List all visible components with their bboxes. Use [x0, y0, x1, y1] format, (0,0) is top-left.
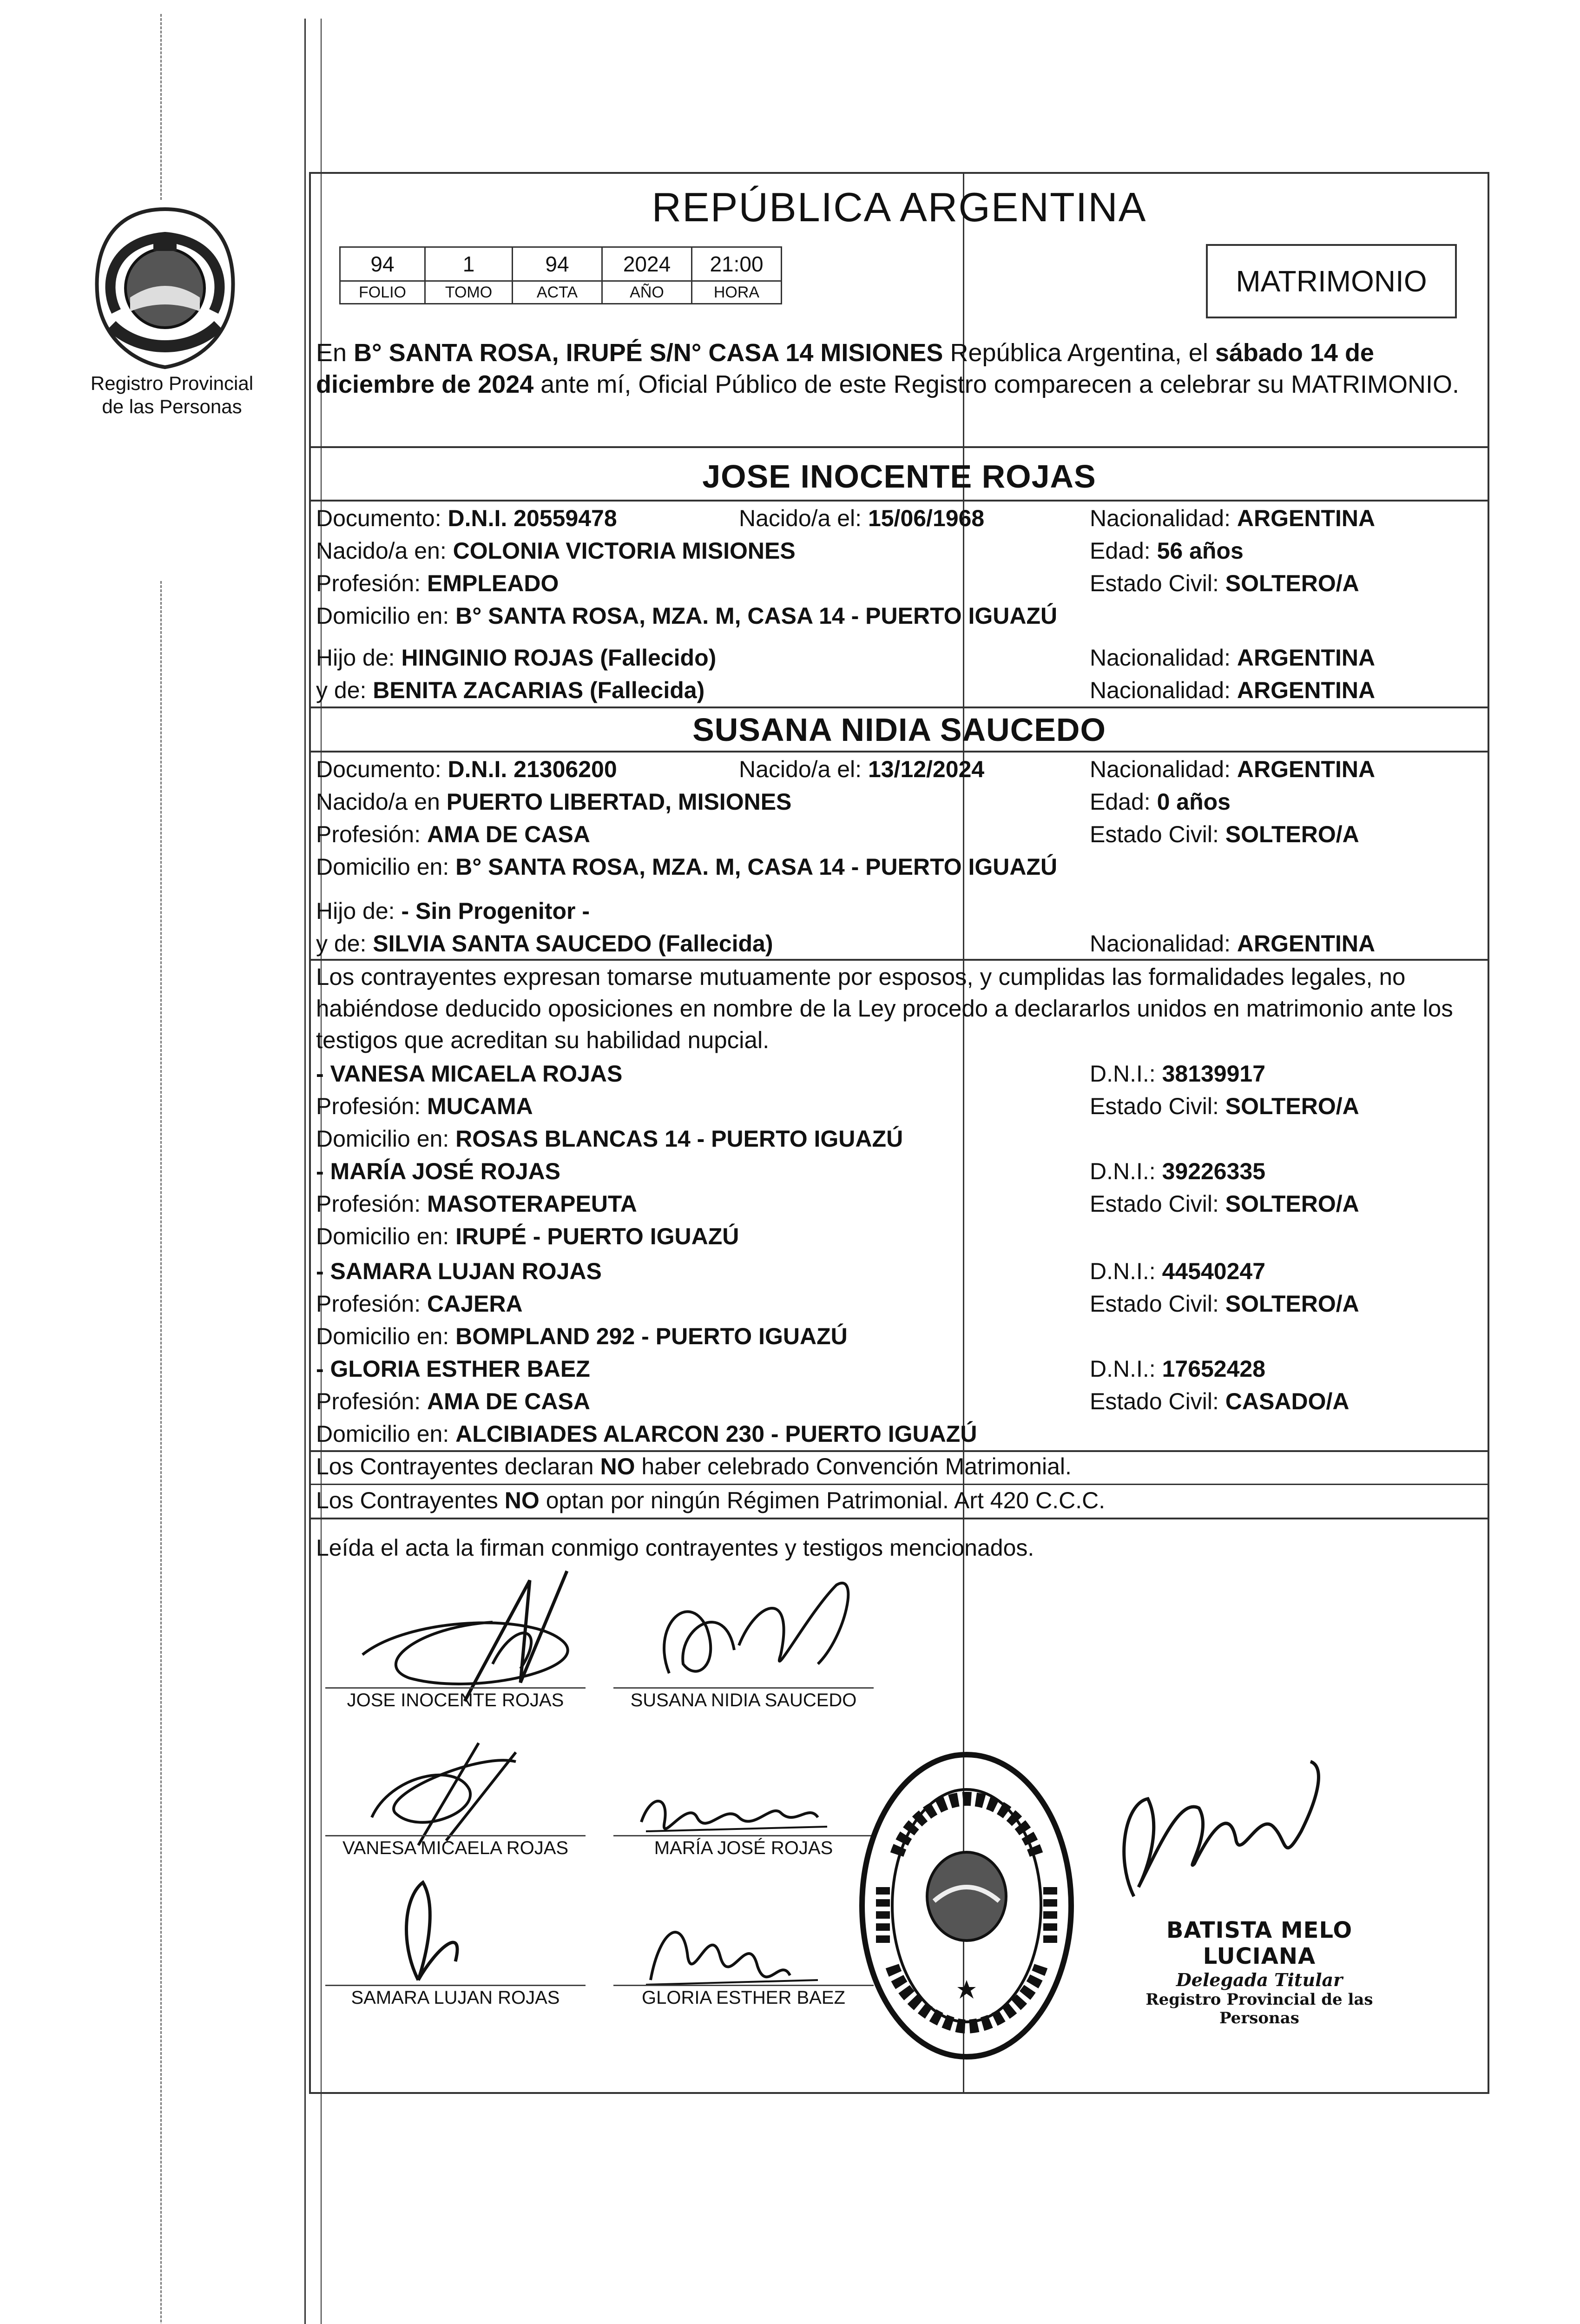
spouse1-address: Domicilio en: B° SANTA ROSA, MZA. M, CASA 14 - PUERTO IGUAZÚ	[316, 603, 1058, 629]
spouse1-father-nationality: Nacionalidad: ARGENTINA	[1090, 645, 1376, 671]
spouse2-mother: y de: SILVIA SANTA SAUCEDO (Fallecida)	[316, 931, 773, 957]
spouse2-profession: Profesión: AMA DE CASA	[316, 821, 590, 847]
ceremony-date: sábado 14 de diciembre de 2024	[316, 339, 1374, 398]
signature-line	[613, 1835, 874, 1836]
spouse2-age: Edad: 0 años	[1090, 789, 1231, 815]
officer-organization: Registro Provincial de las Personas	[1146, 1990, 1373, 2027]
witness-civil-status: Estado Civil: SOLTERO/A	[1090, 1291, 1359, 1317]
ceremony-place: B° SANTA ROSA, IRUPÉ S/N° CASA 14 MISIONES	[354, 339, 943, 367]
signature-label: SUSANA NIDIA SAUCEDO	[630, 1690, 857, 1710]
witness-address: Domicilio en: ALCIBIADES ALARCON 230 - PUERTO IGUAZÚ	[316, 1421, 977, 1447]
witness-civil-status: Estado Civil: SOLTERO/A	[1090, 1093, 1359, 1119]
spouse1-mother: y de: BENITA ZACARIAS (Fallecida)	[316, 677, 705, 703]
closing-statement: Leída el acta la firman conmigo contrayentes y testigos mencionados.	[316, 1535, 1034, 1561]
registry-caption	[74, 372, 270, 418]
signature-label: GLORIA ESTHER BAEZ	[642, 1987, 845, 2008]
spouse2-father: Hijo de: - Sin Progenitor -	[316, 898, 590, 924]
hour-value: 21:00	[692, 247, 782, 281]
spouse1-name: JOSE INOCENTE ROJAS	[702, 458, 1096, 495]
binding-line	[304, 19, 306, 2324]
spouse1-father: Hijo de: HINGINIO ROJAS (Fallecido)	[316, 645, 717, 671]
spouse1-mother-nationality: Nacionalidad: ARGENTINA	[1090, 677, 1376, 703]
hour-label: HORA	[692, 281, 782, 304]
witness-name: - VANESA MICAELA ROJAS	[316, 1061, 623, 1087]
intro-text: República Argentina, el	[943, 339, 1215, 367]
spouse1-nationality: Nacionalidad: ARGENTINA	[1090, 505, 1376, 531]
divider	[309, 1450, 1489, 1452]
signature-line	[325, 1985, 586, 1986]
witness-address: Domicilio en: IRUPÉ - PUERTO IGUAZÚ	[316, 1223, 739, 1249]
regime-statement: Los Contrayentes NO optan por ningún Régimen Patrimonial. Art 420 C.C.C.	[316, 1487, 1106, 1513]
year-label: AÑO	[602, 281, 692, 304]
divider	[309, 751, 1489, 753]
signature-line	[613, 1687, 874, 1689]
signature-6	[641, 1901, 827, 1994]
margin-mark	[160, 14, 162, 200]
registry-name-line2: de las Personas	[102, 396, 242, 417]
signature-2	[641, 1571, 902, 1710]
declaration-paragraph: Los contrayentes expresan tomarse mutuamente por esposos, y cumplidas las formalidades legales, no habiéndose deducido oposiciones en nombre de la Ley procedo a declararlos unidos en matrimonio ante los testigos que acreditan su habilidad nupcial.	[316, 964, 1453, 1053]
officer-signature	[1106, 1757, 1348, 1915]
signature-3	[362, 1734, 586, 1855]
witness-profession: Profesión: AMA DE CASA	[316, 1388, 590, 1414]
witness-dni: D.N.I.: 38139917	[1090, 1061, 1266, 1087]
witness-civil-status: Estado Civil: CASADO/A	[1090, 1388, 1350, 1414]
folio-value: 94	[340, 247, 425, 281]
intro-text: ante mí, Oficial Público de este Registro comparecen a celebrar su MATRIMONIO.	[533, 370, 1460, 398]
spouse1-civil-status: Estado Civil: SOLTERO/A	[1090, 570, 1359, 596]
spouse1-profession: Profesión: EMPLEADO	[316, 570, 559, 596]
divider	[309, 1484, 1489, 1485]
spouse2-birthdate: Nacido/a el: 13/12/2024	[739, 756, 985, 782]
officer-stamp	[1111, 1917, 1408, 2027]
spouse2-mother-nationality: Nacionalidad: ARGENTINA	[1090, 931, 1376, 957]
witness-dni: D.N.I.: 44540247	[1090, 1258, 1266, 1284]
spouse2-address: Domicilio en: B° SANTA ROSA, MZA. M, CASA 14 - PUERTO IGUAZÚ	[316, 854, 1058, 880]
signature-label: MARÍA JOSÉ ROJAS	[654, 1838, 833, 1858]
convention-statement: Los Contrayentes declaran NO haber celebrado Convención Matrimonial.	[316, 1453, 1072, 1479]
year-value: 2024	[602, 247, 692, 281]
spouse2-birthplace: Nacido/a en PUERTO LIBERTAD, MISIONES	[316, 789, 792, 815]
spouse2-nationality: Nacionalidad: ARGENTINA	[1090, 756, 1376, 782]
spouse2-name: SUSANA NIDIA SAUCEDO	[692, 712, 1106, 748]
spouse2-civil-status: Estado Civil: SOLTERO/A	[1090, 821, 1359, 847]
witness-profession: Profesión: MASOTERAPEUTA	[316, 1191, 637, 1217]
witness-address: Domicilio en: BOMPLAND 292 - PUERTO IGUAZÚ	[316, 1323, 848, 1349]
witness-profession: Profesión: MUCAMA	[316, 1093, 533, 1119]
registry-logo	[84, 205, 246, 386]
intro-paragraph	[316, 337, 1482, 400]
province-seal-icon	[84, 205, 246, 372]
margin-mark	[160, 581, 162, 2324]
witness-dni: D.N.I.: 39226335	[1090, 1158, 1266, 1184]
divider	[309, 959, 1489, 961]
registry-name-line1: Registro Provincial	[90, 372, 254, 394]
signature-label: JOSE INOCENTE ROJAS	[347, 1690, 564, 1710]
spouse1-birthdate: Nacido/a el: 15/06/1968	[739, 505, 985, 531]
acta-label: ACTA	[513, 281, 602, 304]
signature-5	[372, 1868, 511, 1989]
witness-civil-status: Estado Civil: SOLTERO/A	[1090, 1191, 1359, 1217]
divider	[309, 500, 1489, 502]
signature-line	[613, 1985, 874, 1986]
witness-dni: D.N.I.: 17652428	[1090, 1356, 1266, 1382]
divider	[309, 446, 1489, 448]
signature-label: SAMARA LUJAN ROJAS	[351, 1987, 560, 2008]
witness-name: - GLORIA ESTHER BAEZ	[316, 1356, 590, 1382]
tomo-value: 1	[425, 247, 513, 281]
officer-role: Delegada Titular	[1176, 1969, 1343, 1990]
divider	[309, 1518, 1489, 1519]
divider	[309, 706, 1489, 708]
signature-line	[325, 1687, 586, 1689]
spouse1-birthplace: Nacido/a en: COLONIA VICTORIA MISIONES	[316, 538, 796, 564]
document-type: MATRIMONIO	[1206, 244, 1457, 318]
witness-name: - MARÍA JOSÉ ROJAS	[316, 1158, 561, 1184]
page-title: REPÚBLICA ARGENTINA	[652, 184, 1147, 230]
spouse1-age: Edad: 56 años	[1090, 538, 1244, 564]
signature-line	[325, 1835, 586, 1836]
folio-label: FOLIO	[340, 281, 425, 304]
witness-profession: Profesión: CAJERA	[316, 1291, 523, 1317]
intro-text: En	[316, 339, 354, 367]
signature-label: VANESA MICAELA ROJAS	[342, 1838, 569, 1858]
record-table	[339, 246, 782, 304]
acta-value: 94	[513, 247, 602, 281]
official-stamp	[855, 1748, 1078, 2064]
tomo-label: TOMO	[425, 281, 513, 304]
witness-name: - SAMARA LUJAN ROJAS	[316, 1258, 602, 1284]
officer-name: BATISTA MELO LUCIANA	[1166, 1917, 1353, 1969]
spouse2-document: Documento: D.N.I. 21306200	[316, 756, 617, 782]
witness-address: Domicilio en: ROSAS BLANCAS 14 - PUERTO IGUAZÚ	[316, 1126, 903, 1152]
spouse1-document: Documento: D.N.I. 20559478	[316, 505, 617, 531]
